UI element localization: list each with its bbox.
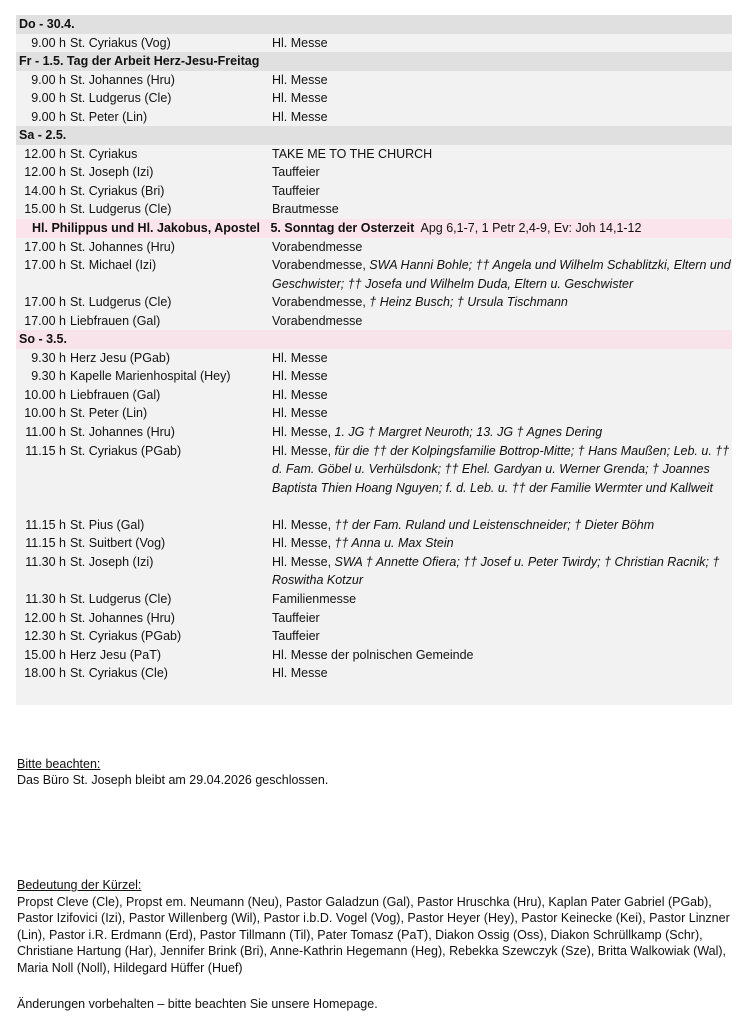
service-description: Hl. Messe (272, 387, 328, 402)
service-church: St. Peter (Lin) (70, 109, 148, 124)
service-row (16, 386, 732, 405)
service-description: Hl. Messe (272, 91, 328, 106)
service-time: 9.00 h (31, 109, 66, 124)
feast-readings: Apg 6,1-7, 1 Petr 2,4-9, Ev: Joh 14,1-12 (420, 221, 642, 236)
service-description: Hl. Messe, SWA † Annette Ofiera; †† Josef u. Peter Twirdy; † Christian Racnik; † Roswitha Kotzur (272, 554, 720, 588)
service-time: 18.00 h (24, 666, 66, 681)
service-church: St. Ludgerus (Cle) (70, 295, 172, 310)
service-time: 9.00 h (31, 91, 66, 106)
service-row (16, 34, 732, 53)
service-row (16, 108, 732, 127)
service-row (16, 312, 732, 331)
service-time: 11.30 h (25, 554, 66, 569)
feast-sunday: 5. Sonntag der Osterzeit (270, 221, 415, 236)
service-time: 11.30 h (25, 591, 66, 606)
service-description: Familienmesse (272, 591, 357, 606)
service-row (16, 423, 732, 442)
service-description: Hl. Messe der polnischen Gemeinde (272, 647, 474, 662)
service-description: Hl. Messe, †† Anna u. Max Stein (272, 536, 454, 551)
service-church: Herz Jesu (PaT) (70, 647, 161, 662)
notice-block (17, 756, 328, 788)
service-row (16, 646, 732, 665)
abbreviations-block (17, 877, 737, 976)
feast-day-banner (16, 219, 732, 238)
service-church: Liebfrauen (Gal) (70, 387, 161, 402)
service-church: St. Michael (Izi) (70, 258, 157, 273)
service-row (16, 349, 732, 368)
service-row (16, 163, 732, 182)
notice-heading: Bitte beachten: (17, 757, 101, 771)
service-row (16, 590, 732, 609)
service-description: Hl. Messe, 1. JG † Margret Neuroth; 13. JG † Agnes Dering (272, 425, 603, 440)
service-description: Hl. Messe (272, 350, 328, 365)
service-church: St. Johannes (Hru) (70, 610, 175, 625)
service-description: Hl. Messe (272, 666, 328, 681)
service-church: Liebfrauen (Gal) (70, 313, 161, 328)
service-church: St. Cyriakus (PGab) (70, 443, 182, 458)
service-description: Hl. Messe (272, 35, 328, 50)
service-time: 10.00 h (24, 387, 66, 402)
service-time: 9.30 h (31, 350, 66, 365)
service-description: Tauffeier (272, 610, 320, 625)
service-church: St. Cyriakus (PGab) (70, 629, 182, 644)
service-church: St. Johannes (Hru) (70, 425, 175, 440)
service-time: 12.00 h (24, 165, 66, 180)
service-row (16, 609, 732, 628)
service-row (16, 627, 732, 646)
service-row (16, 534, 732, 553)
service-time: 10.00 h (24, 406, 66, 421)
service-church: St. Johannes (Hru) (70, 239, 175, 254)
service-time: 12.00 h (24, 610, 66, 625)
service-description: Hl. Messe, für die †† der Kolpingsfamilie Bottrop-Mitte; † Hans Maußen; Leb. u. †† d. Fam. Göbel u. Verhülsdonk; †† Ehel. Gardyan u. Werner Grenda; † Joannes Baptista Thien Hoang Nguyen; f. d. Leb. u. †† der Familie Wermter und Kallweit (272, 443, 730, 495)
service-time: 17.00 h (24, 239, 66, 254)
service-row (16, 516, 732, 535)
service-description: Vorabendmesse (272, 239, 363, 254)
service-time: 11.15 h (25, 517, 66, 532)
service-church: St. Cyriakus (Bri) (70, 183, 165, 198)
feast-saints: Hl. Philippus und Hl. Jakobus, Apostel (32, 221, 261, 236)
day-header-sunday: So - 3.5. (16, 330, 732, 349)
service-church: St. Cyriakus (70, 146, 138, 161)
service-description: Vorabendmesse, SWA Hanni Bohle; †† Angela und Wilhelm Schablitzki, Eltern und Geschwister; †† Josefa und Wilhelm Duda, Eltern u. Geschwister (272, 258, 731, 291)
abbreviations-text: Propst Cleve (Cle), Propst em. Neumann (Neu), Pastor Galadzun (Gal), Pastor Hruschka (Hru), Kaplan Pater Gabriel (PGab), Pastor Izifovici (Izi), Pastor Willenberg (Wil), Pastor i.b.D. Vogel (Vog), Pastor Heyer (Hey), Pastor Keinecke (Kei), Pastor Linzner (Lin), Pastor i.R. Erdmann (Erd), Pastor Tillmann (Til), Pater Tomasz (PaT), Diakon Ossig (Oss), Diakon Schrüllkamp (Schr), Christiane Hartung (Har), Jennifer Brink (Bri), Anne-Kathrin Hegemann (Heg), Rebekka Szewczyk (Sze), Britta Walkowiak (Wal), Maria Noll (Noll), Hildegard Hüffer (Huef) (17, 894, 730, 975)
service-row (16, 71, 732, 90)
service-row (16, 442, 732, 516)
service-row (16, 182, 732, 201)
service-description: Vorabendmesse (272, 313, 363, 328)
day-header-saturday: Sa - 2.5. (16, 126, 732, 145)
service-row (16, 553, 732, 590)
service-row (16, 664, 732, 683)
service-church: Herz Jesu (PGab) (70, 350, 171, 365)
service-time: 9.00 h (31, 72, 66, 87)
service-description: Hl. Messe, †† der Fam. Ruland und Leistenschneider; † Dieter Böhm (272, 517, 655, 532)
service-church: St. Ludgerus (Cle) (70, 591, 172, 606)
service-time: 9.30 h (31, 369, 66, 384)
service-schedule (16, 15, 732, 705)
service-description: Brautmesse (272, 202, 339, 217)
service-row (16, 404, 732, 423)
service-church: St. Cyriakus (Vog) (70, 35, 171, 50)
service-description: Tauffeier (272, 165, 320, 180)
service-row (16, 89, 732, 108)
service-time: 17.00 h (24, 295, 66, 310)
service-church: St. Johannes (Hru) (70, 72, 175, 87)
service-description: Vorabendmesse, † Heinz Busch; † Ursula Tischmann (272, 295, 568, 310)
service-description: Hl. Messe (272, 369, 328, 384)
service-church: St. Joseph (Izi) (70, 165, 154, 180)
service-time: 14.00 h (24, 183, 66, 198)
service-row (16, 145, 732, 164)
day-header-friday: Fr - 1.5. Tag der Arbeit Herz-Jesu-Freitag (16, 52, 732, 71)
service-church: St. Ludgerus (Cle) (70, 91, 172, 106)
service-time: 12.30 h (24, 629, 66, 644)
service-row (16, 293, 732, 312)
service-church: Kapelle Marienhospital (Hey) (70, 369, 231, 384)
service-church: St. Joseph (Izi) (70, 554, 154, 569)
service-time: 11.00 h (25, 425, 66, 440)
service-church: St. Suitbert (Vog) (70, 536, 166, 551)
footer-note: Änderungen vorbehalten – bitte beachten Sie unsere Homepage. (17, 997, 378, 1011)
service-row (16, 367, 732, 386)
service-row (16, 256, 732, 293)
service-description: Hl. Messe (272, 72, 328, 87)
service-row (16, 238, 732, 257)
service-description: TAKE ME TO THE CHURCH (272, 146, 433, 161)
service-description: Tauffeier (272, 629, 320, 644)
service-time: 17.00 h (24, 258, 66, 273)
service-time: 15.00 h (24, 647, 66, 662)
service-time: 12.00 h (24, 146, 66, 161)
abbreviations-heading: Bedeutung der Kürzel: (17, 878, 142, 892)
service-church: St. Ludgerus (Cle) (70, 202, 172, 217)
service-time: 11.15 h (25, 443, 66, 458)
service-time: 17.00 h (24, 313, 66, 328)
service-description: Hl. Messe (272, 109, 328, 124)
service-church: St. Peter (Lin) (70, 406, 148, 421)
service-time: 15.00 h (24, 202, 66, 217)
service-time: 9.00 h (31, 35, 66, 50)
service-description: Hl. Messe (272, 406, 328, 421)
service-time: 11.15 h (25, 536, 66, 551)
notice-text: Das Büro St. Joseph bleibt am 29.04.2026 geschlossen. (17, 773, 329, 787)
day-header-thursday: Do - 30.4. (16, 15, 732, 34)
service-church: St. Cyriakus (Cle) (70, 666, 168, 681)
service-church: St. Pius (Gal) (70, 517, 145, 532)
service-description: Tauffeier (272, 183, 320, 198)
service-row (16, 200, 732, 219)
